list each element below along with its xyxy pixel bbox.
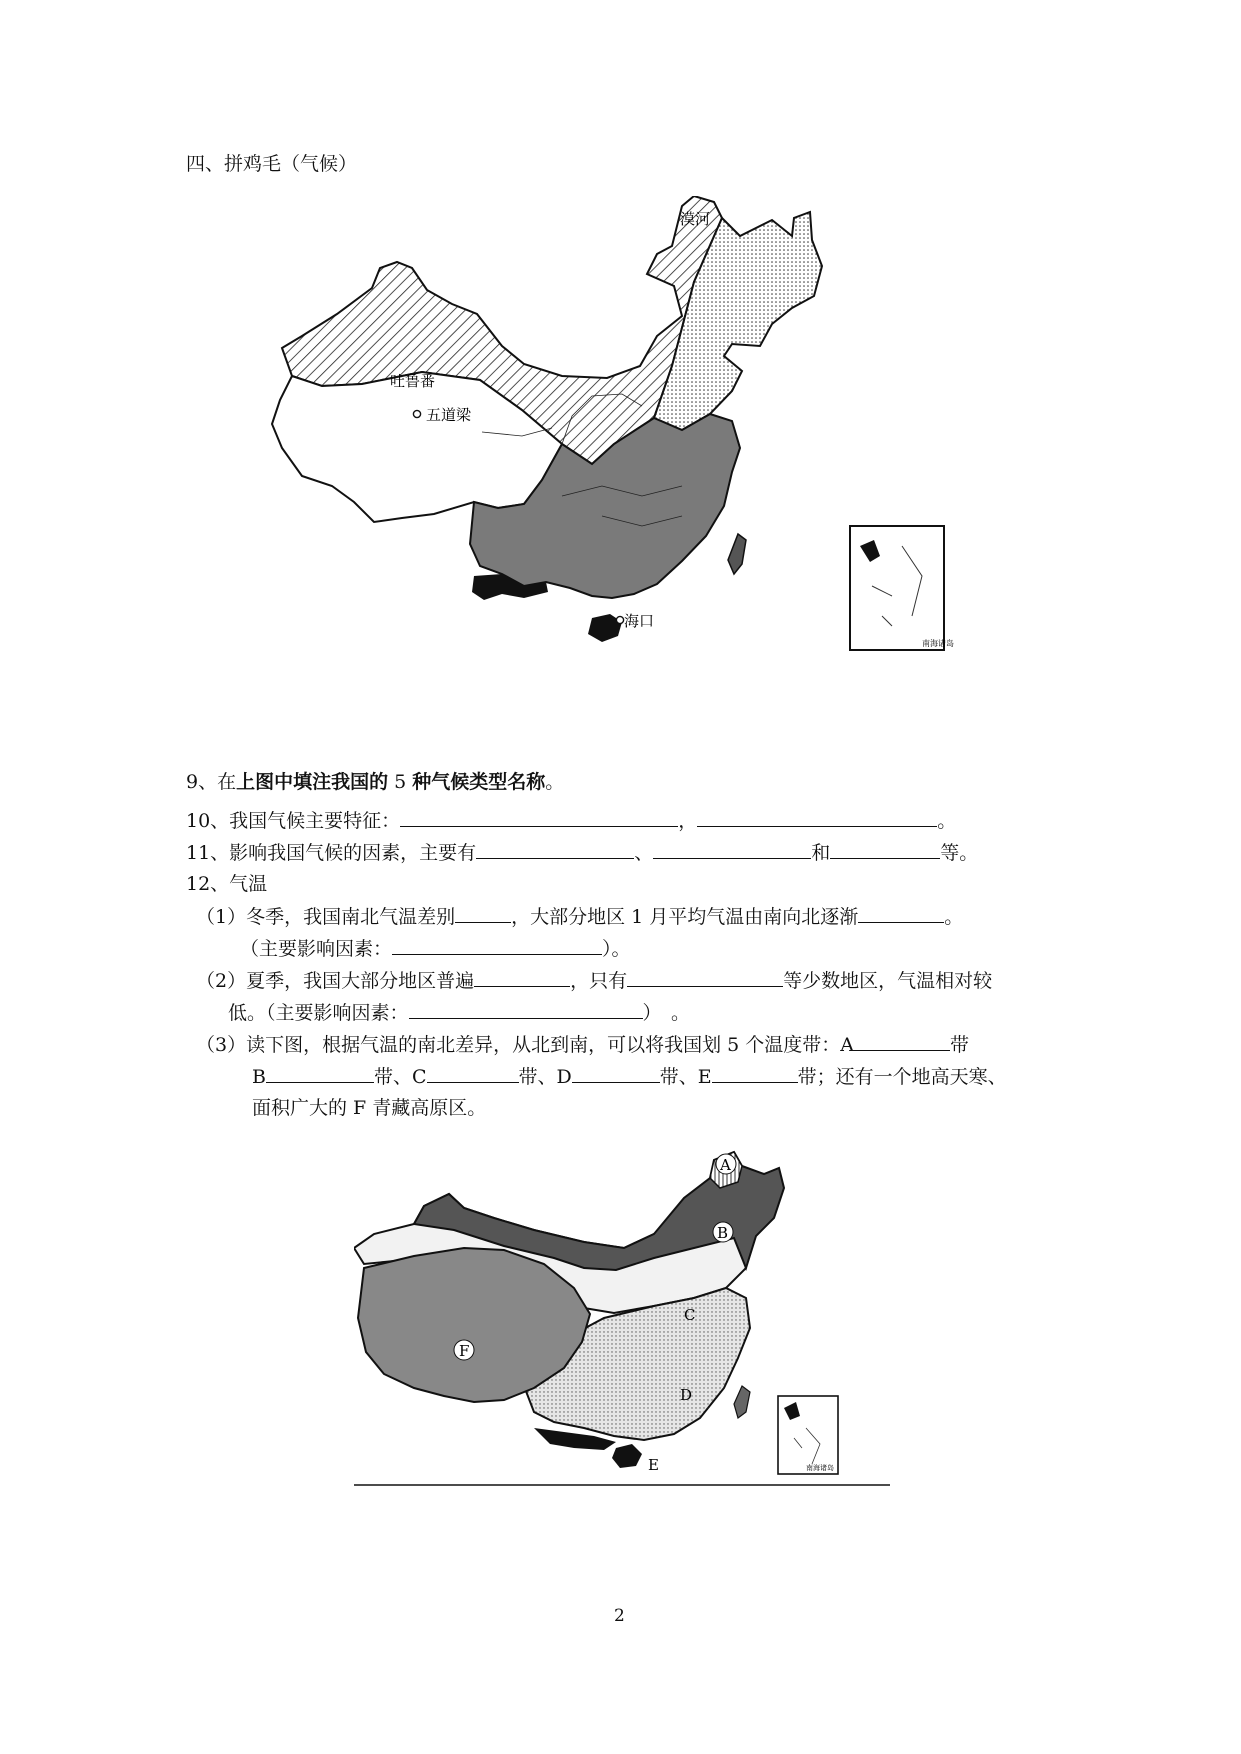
answer-blank[interactable] (858, 904, 944, 923)
answer-blank[interactable] (697, 808, 937, 827)
answer-blank[interactable] (627, 968, 783, 987)
haikou-marker (616, 616, 623, 623)
svg-text:C: C (684, 1306, 696, 1324)
question-12-1-line2: （主要影响因素： ）。 (240, 938, 631, 960)
taiwan-island (728, 534, 746, 574)
label-e (648, 1456, 659, 1474)
svg-text:E: E (648, 1456, 659, 1474)
answer-blank[interactable] (712, 1064, 798, 1083)
answer-blank[interactable] (854, 1032, 950, 1051)
svg-text:D: D (680, 1386, 693, 1404)
temperature-zone-map (354, 1138, 894, 1498)
wudaoliang-marker (413, 410, 420, 417)
label-a (716, 1154, 736, 1174)
label-haikou: 海口 (624, 612, 655, 630)
svg-text:B: B (717, 1224, 729, 1242)
svg-text:A: A (720, 1156, 731, 1174)
label-b (713, 1222, 733, 1242)
label-f (454, 1340, 474, 1360)
answer-blank[interactable] (427, 1064, 519, 1083)
climate-map (262, 196, 982, 730)
answer-blank[interactable] (409, 1000, 643, 1019)
question-12-3-line1: （3）读下图，根据气温的南北差异，从北到南，可以将我国划 5 个温度带：A 带 (196, 1034, 969, 1056)
answer-blank[interactable] (266, 1064, 374, 1083)
label-d (680, 1386, 692, 1404)
question-12-2-line1: （2）夏季，我国大部分地区普遍 ，只有 等少数地区，气温相对较 (196, 970, 993, 992)
hainan-island (612, 1444, 642, 1468)
label-mohe: 漠河 (680, 210, 711, 228)
question-12-2-line2: 低。（主要影响因素： ） 。 (228, 1002, 691, 1024)
south-china-sea-inset (850, 526, 944, 650)
answer-blank[interactable] (653, 840, 811, 859)
label-wudaoliang: 五道梁 (426, 406, 472, 424)
question-10: 10、我国气候主要特征： ， 。 (186, 810, 957, 832)
inset-caption: 南海诸岛 (922, 639, 954, 648)
question-12-3-line2: B 带、C 带、D 带、E 带；还有一个地高天寒、 (252, 1066, 1007, 1088)
page-number: 2 (614, 1606, 625, 1626)
answer-blank[interactable] (474, 968, 570, 987)
answer-blank[interactable] (400, 808, 678, 827)
question-12-title: 12、气温 (186, 873, 268, 895)
answer-blank[interactable] (392, 936, 602, 955)
question-11: 11、影响我国气候的因素，主要有 、 和 等。 (186, 842, 979, 864)
south-china-sea-inset (778, 1396, 838, 1474)
question-12-3-line3: 面积广大的 F 青藏高原区。 (252, 1097, 487, 1119)
question-9: 9、在上图中填注我国的 5 种气候类型名称。 (186, 771, 565, 793)
answer-blank[interactable] (572, 1064, 660, 1083)
answer-blank[interactable] (476, 840, 634, 859)
section-title: 四、拼鸡毛（气候） (186, 153, 358, 175)
question-12-1-line1: （1）冬季，我国南北气温差别 ，大部分地区 1 月平均气温由南向北逐渐 。 (196, 906, 964, 928)
answer-blank[interactable] (455, 904, 511, 923)
taiwan-island (734, 1386, 750, 1418)
svg-text:F: F (459, 1342, 470, 1360)
answer-blank[interactable] (830, 840, 940, 859)
inset-caption: 南海诸岛 (806, 1464, 834, 1472)
label-c (684, 1306, 695, 1324)
label-turpan: 吐鲁番 (390, 372, 436, 390)
